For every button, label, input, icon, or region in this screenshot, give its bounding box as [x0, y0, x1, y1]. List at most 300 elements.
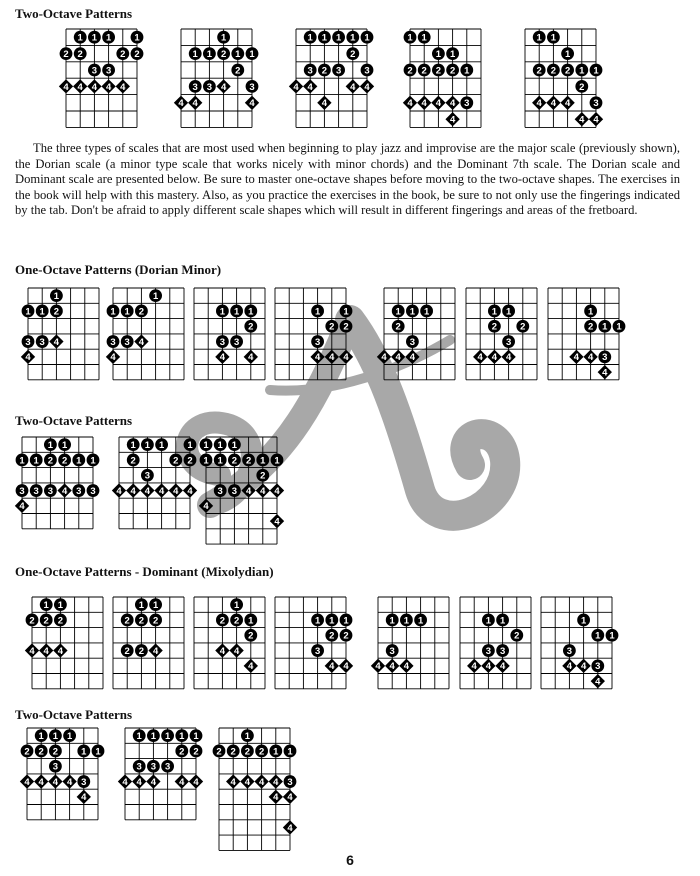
finger-dot: [58, 438, 71, 451]
svg-text:2: 2: [152, 615, 159, 627]
fretboard-diagram: [173, 21, 260, 135]
finger-dot: [532, 96, 546, 110]
svg-text:1: 1: [287, 746, 293, 758]
svg-text:3: 3: [231, 485, 238, 497]
finger-dot: [214, 454, 227, 467]
finger-dot: [175, 745, 188, 758]
svg-text:3: 3: [144, 470, 151, 482]
finger-dot: [200, 454, 213, 467]
finger-dot: [246, 80, 259, 93]
svg-text:3: 3: [76, 485, 82, 497]
svg-text:1: 1: [130, 440, 136, 452]
finger-dot: [392, 305, 405, 318]
svg-text:2: 2: [260, 470, 266, 482]
svg-text:4: 4: [138, 336, 145, 348]
finger-dot: [135, 644, 148, 657]
svg-text:2: 2: [514, 630, 520, 642]
finger-dot: [154, 483, 168, 497]
finger-dot: [131, 31, 144, 44]
svg-text:1: 1: [273, 746, 279, 758]
finger-dot: [231, 64, 244, 77]
svg-text:2: 2: [138, 615, 145, 627]
finger-dot: [121, 644, 134, 657]
svg-text:4: 4: [116, 485, 122, 497]
svg-text:1: 1: [364, 32, 370, 44]
svg-text:2: 2: [230, 746, 236, 758]
finger-dot: [242, 454, 255, 467]
finger-dot: [325, 320, 338, 333]
finger-dot: [135, 614, 148, 627]
finger-dot: [346, 79, 360, 93]
svg-text:1: 1: [321, 32, 328, 44]
svg-text:2: 2: [130, 455, 136, 467]
svg-text:1: 1: [335, 32, 342, 44]
finger-dot: [127, 438, 140, 451]
finger-dot: [132, 774, 146, 788]
svg-text:4: 4: [52, 776, 59, 788]
finger-dot: [386, 644, 399, 657]
finger-dot: [283, 790, 297, 804]
finger-dot: [161, 729, 174, 742]
finger-dot: [311, 305, 324, 318]
finger-dot: [414, 614, 427, 627]
finger-dot: [561, 64, 574, 77]
svg-text:4: 4: [491, 352, 498, 364]
svg-text:4: 4: [110, 352, 116, 364]
svg-text:1: 1: [587, 306, 594, 318]
finger-dot: [325, 659, 339, 673]
fretboard-diagram: [14, 429, 101, 537]
svg-text:4: 4: [449, 98, 456, 110]
finger-dot: [25, 643, 39, 657]
intro-paragraph: The three types of scales that are most used when beginning to play jazz and improvise are the major scale (previously shown), the Dorian scale (a minor type scale that works nicely with minor chords) and the Dominant 7th scale. The Dorian scale and Dominant scale are presented below. Be sure to master one-octave shapes before moving to the two-octave shapes. The exercises in the book will help with this mastery. Also, as you practice the exercises in the book, be sure to not only use the fingerings indicated by the tab. Don't be afraid to apply different scale shapes which will result in different fingerings and areas of the fretboard.: [15, 141, 680, 217]
finger-dot: [133, 729, 146, 742]
finger-dot: [34, 774, 48, 788]
svg-text:1: 1: [91, 32, 98, 44]
finger-dot: [325, 629, 338, 642]
svg-text:1: 1: [192, 48, 198, 60]
svg-text:1: 1: [164, 731, 171, 743]
svg-text:4: 4: [403, 661, 410, 673]
finger-dot: [488, 305, 501, 318]
svg-text:4: 4: [566, 661, 573, 673]
svg-text:4: 4: [233, 645, 240, 657]
finger-dot: [244, 629, 257, 642]
svg-text:2: 2: [564, 65, 571, 77]
finger-dot: [403, 96, 417, 110]
finger-dot: [346, 31, 359, 44]
finger-dot: [87, 79, 101, 93]
svg-text:4: 4: [587, 352, 594, 364]
svg-text:1: 1: [536, 32, 542, 44]
finger-dot: [496, 644, 509, 657]
svg-text:4: 4: [260, 485, 266, 497]
finger-dot: [112, 483, 126, 497]
svg-text:4: 4: [409, 352, 416, 364]
finger-dot: [133, 760, 146, 773]
svg-text:4: 4: [24, 776, 30, 788]
svg-text:1: 1: [409, 306, 416, 318]
svg-text:2: 2: [321, 65, 328, 77]
finger-dot: [106, 350, 120, 364]
svg-text:1: 1: [616, 321, 622, 333]
fretboard-diagram: [370, 589, 457, 697]
finger-dot: [59, 79, 73, 93]
finger-dot: [256, 469, 269, 482]
finger-dot: [241, 483, 255, 497]
svg-text:2: 2: [24, 746, 30, 758]
svg-text:1: 1: [449, 48, 456, 60]
fretboard-diagram: [117, 720, 204, 828]
svg-text:3: 3: [287, 776, 293, 788]
svg-text:4: 4: [29, 645, 35, 657]
svg-text:4: 4: [122, 776, 128, 788]
finger-dot: [590, 64, 603, 77]
svg-text:3: 3: [47, 485, 54, 497]
finger-dot: [107, 305, 120, 318]
svg-text:4: 4: [364, 81, 370, 93]
finger-dot: [598, 320, 611, 333]
finger-dot: [214, 438, 227, 451]
svg-text:4: 4: [595, 676, 601, 688]
finger-dot: [495, 659, 509, 673]
svg-text:2: 2: [233, 615, 240, 627]
svg-text:1: 1: [248, 615, 254, 627]
svg-text:1: 1: [43, 600, 49, 612]
finger-dot: [418, 64, 431, 77]
svg-text:1: 1: [19, 455, 25, 467]
fretboard-diagram: [105, 589, 192, 697]
svg-text:2: 2: [52, 746, 59, 758]
svg-text:4: 4: [57, 645, 64, 657]
svg-text:1: 1: [314, 615, 321, 627]
svg-text:1: 1: [407, 32, 413, 44]
fretboard-diagram: [20, 280, 107, 388]
finger-dot: [183, 483, 197, 497]
finger-dot: [304, 64, 317, 77]
finger-dot: [561, 47, 574, 60]
svg-text:4: 4: [203, 501, 209, 513]
svg-text:1: 1: [580, 615, 587, 627]
finger-dot: [175, 774, 189, 788]
finger-dot: [121, 614, 134, 627]
finger-dot: [392, 320, 405, 333]
svg-text:2: 2: [329, 321, 335, 333]
svg-text:4: 4: [136, 776, 142, 788]
svg-text:1: 1: [95, 746, 101, 758]
finger-dot: [62, 774, 76, 788]
finger-dot: [21, 745, 34, 758]
finger-dot: [445, 112, 459, 126]
finger-dot: [361, 31, 374, 44]
svg-text:1: 1: [249, 48, 255, 60]
svg-text:2: 2: [29, 615, 35, 627]
svg-text:3: 3: [25, 336, 31, 348]
finger-dot: [446, 64, 459, 77]
finger-dot: [15, 499, 29, 513]
svg-text:1: 1: [152, 291, 159, 303]
svg-text:4: 4: [193, 776, 199, 788]
svg-text:1: 1: [152, 600, 159, 612]
finger-dot: [63, 729, 76, 742]
finger-dot: [121, 305, 134, 318]
finger-dot: [269, 790, 283, 804]
finger-dot: [311, 335, 324, 348]
svg-text:2: 2: [61, 455, 68, 467]
finger-dot: [420, 305, 433, 318]
svg-text:4: 4: [329, 352, 335, 364]
fretboard-diagram: [105, 280, 192, 388]
svg-text:4: 4: [329, 661, 335, 673]
svg-text:1: 1: [206, 48, 213, 60]
fretboard-diagram: [267, 589, 354, 697]
svg-text:2: 2: [491, 321, 498, 333]
finger-dot: [445, 96, 459, 110]
svg-text:2: 2: [520, 321, 526, 333]
svg-text:3: 3: [91, 65, 98, 77]
svg-text:3: 3: [105, 65, 112, 77]
svg-text:2: 2: [179, 746, 185, 758]
finger-dot: [404, 31, 417, 44]
svg-text:1: 1: [76, 455, 82, 467]
heading-dorian: One-Octave Patterns (Dorian Minor): [15, 262, 222, 277]
svg-text:4: 4: [314, 352, 321, 364]
finger-dot: [215, 643, 229, 657]
svg-text:4: 4: [38, 776, 44, 788]
heading-two-octave-2: Two-Octave Patterns: [15, 413, 133, 428]
fretboard-diagram: [452, 589, 539, 697]
finger-dot: [385, 659, 399, 673]
svg-text:1: 1: [61, 440, 68, 452]
finger-dot: [44, 484, 57, 497]
svg-text:3: 3: [595, 661, 601, 673]
finger-dot: [16, 454, 29, 467]
svg-text:2: 2: [244, 746, 251, 758]
finger-dot: [72, 484, 85, 497]
svg-text:1: 1: [395, 306, 401, 318]
svg-text:2: 2: [343, 321, 349, 333]
svg-text:2: 2: [193, 746, 199, 758]
finger-dot: [77, 745, 90, 758]
finger-dot: [270, 514, 284, 528]
finger-dot: [583, 350, 597, 364]
finger-dot: [501, 350, 515, 364]
fretboard-diagram: [186, 280, 273, 388]
finger-dot: [488, 320, 501, 333]
svg-text:4: 4: [343, 661, 349, 673]
svg-text:2: 2: [138, 306, 145, 318]
finger-dot: [256, 454, 269, 467]
finger-dot: [270, 483, 284, 497]
finger-dot: [340, 614, 353, 627]
finger-dot: [48, 774, 62, 788]
finger-dot: [174, 96, 188, 110]
fretboard-diagram: [458, 280, 545, 388]
finger-dot: [53, 643, 67, 657]
finger-dot: [88, 31, 101, 44]
svg-text:2: 2: [258, 746, 265, 758]
svg-text:2: 2: [248, 321, 254, 333]
finger-dot: [547, 31, 560, 44]
finger-dot: [417, 96, 431, 110]
finger-dot: [169, 454, 182, 467]
finger-dot: [591, 659, 604, 672]
svg-text:3: 3: [485, 645, 492, 657]
finger-dot: [533, 31, 546, 44]
finger-dot: [230, 335, 243, 348]
finger-dot: [590, 96, 603, 109]
svg-text:4: 4: [381, 352, 387, 364]
svg-text:1: 1: [217, 440, 223, 452]
finger-dot: [230, 305, 243, 318]
svg-text:3: 3: [566, 645, 573, 657]
finger-dot: [569, 350, 583, 364]
finger-dot: [317, 96, 331, 110]
svg-text:1: 1: [550, 32, 557, 44]
finger-dot: [39, 643, 53, 657]
svg-text:3: 3: [19, 485, 25, 497]
svg-text:2: 2: [421, 65, 427, 77]
finger-dot: [35, 729, 48, 742]
svg-text:1: 1: [124, 306, 130, 318]
svg-text:4: 4: [91, 81, 98, 93]
finger-dot: [269, 774, 283, 788]
svg-text:4: 4: [81, 792, 87, 804]
svg-text:1: 1: [187, 440, 193, 452]
svg-text:2: 2: [587, 321, 594, 333]
fretboard-diagram: [198, 429, 285, 552]
svg-text:3: 3: [164, 761, 171, 773]
finger-dot: [289, 79, 303, 93]
svg-text:1: 1: [144, 440, 151, 452]
svg-text:4: 4: [105, 81, 112, 93]
finger-dot: [146, 774, 160, 788]
finger-dot: [214, 484, 227, 497]
finger-dot: [169, 483, 183, 497]
finger-dot: [361, 64, 374, 77]
svg-text:4: 4: [593, 114, 599, 126]
finger-dot: [577, 614, 590, 627]
finger-dot: [141, 438, 154, 451]
svg-text:1: 1: [274, 455, 280, 467]
finger-dot: [446, 47, 459, 60]
finger-dot: [255, 745, 268, 758]
svg-text:4: 4: [179, 776, 185, 788]
svg-text:4: 4: [152, 645, 159, 657]
finger-dot: [102, 31, 115, 44]
svg-text:4: 4: [248, 352, 254, 364]
finger-dot: [131, 47, 144, 60]
svg-text:4: 4: [77, 81, 83, 93]
finger-dot: [339, 350, 353, 364]
finger-dot: [199, 499, 213, 513]
svg-text:4: 4: [130, 485, 136, 497]
finger-dot: [184, 438, 197, 451]
svg-text:4: 4: [321, 98, 328, 110]
finger-dot: [244, 320, 257, 333]
svg-text:4: 4: [580, 661, 587, 673]
svg-text:1: 1: [491, 306, 498, 318]
svg-text:2: 2: [343, 630, 349, 642]
svg-text:1: 1: [136, 731, 142, 743]
finger-dot: [92, 745, 105, 758]
fretboard-diagram: [186, 589, 273, 697]
svg-text:2: 2: [57, 615, 64, 627]
finger-dot: [35, 745, 48, 758]
svg-text:2: 2: [248, 630, 254, 642]
finger-dot: [404, 64, 417, 77]
finger-dot: [613, 320, 626, 333]
finger-dot: [216, 335, 229, 348]
finger-dot: [215, 350, 229, 364]
finger-dot: [241, 745, 254, 758]
finger-dot: [311, 644, 324, 657]
fretboard-diagram: [58, 21, 145, 135]
svg-text:2: 2: [53, 306, 60, 318]
svg-text:1: 1: [609, 630, 615, 642]
fretboard-diagram: [540, 280, 627, 388]
svg-text:1: 1: [464, 65, 470, 77]
svg-text:4: 4: [293, 81, 299, 93]
svg-text:1: 1: [231, 440, 238, 452]
finger-dot: [44, 438, 57, 451]
finger-dot: [26, 614, 39, 627]
svg-text:1: 1: [602, 321, 608, 333]
svg-text:2: 2: [407, 65, 413, 77]
finger-dot: [406, 305, 419, 318]
finger-dot: [203, 80, 216, 93]
finger-dot: [49, 729, 62, 742]
heading-dominant: One-Octave Patterns - Dominant (Mixolydian): [15, 564, 274, 579]
svg-text:4: 4: [505, 352, 512, 364]
page-number: 6: [346, 852, 354, 868]
finger-dot: [584, 305, 597, 318]
svg-text:4: 4: [150, 776, 157, 788]
svg-text:2: 2: [77, 48, 83, 60]
svg-text:3: 3: [81, 776, 87, 788]
finger-dot: [49, 745, 62, 758]
finger-dot: [284, 745, 297, 758]
svg-text:1: 1: [505, 306, 512, 318]
finger-dot: [149, 614, 162, 627]
finger-dot: [189, 47, 202, 60]
finger-dot: [256, 483, 270, 497]
finger-dot: [77, 775, 90, 788]
svg-text:2: 2: [173, 455, 179, 467]
svg-text:3: 3: [33, 485, 39, 497]
finger-dot: [606, 629, 619, 642]
svg-text:2: 2: [43, 615, 49, 627]
svg-text:2: 2: [47, 455, 54, 467]
svg-text:2: 2: [187, 455, 193, 467]
svg-text:4: 4: [389, 661, 395, 673]
finger-dot: [318, 31, 331, 44]
finger-dot: [148, 643, 162, 657]
svg-text:4: 4: [421, 98, 427, 110]
svg-text:4: 4: [274, 485, 280, 497]
finger-dot: [217, 31, 230, 44]
svg-text:3: 3: [602, 352, 608, 364]
svg-text:3: 3: [314, 645, 321, 657]
finger-dot: [386, 614, 399, 627]
svg-text:2: 2: [235, 65, 241, 77]
svg-text:2: 2: [536, 65, 542, 77]
svg-text:3: 3: [90, 485, 96, 497]
svg-text:3: 3: [364, 65, 370, 77]
finger-dot: [135, 598, 148, 611]
svg-text:1: 1: [233, 600, 240, 612]
finger-dot: [30, 454, 43, 467]
